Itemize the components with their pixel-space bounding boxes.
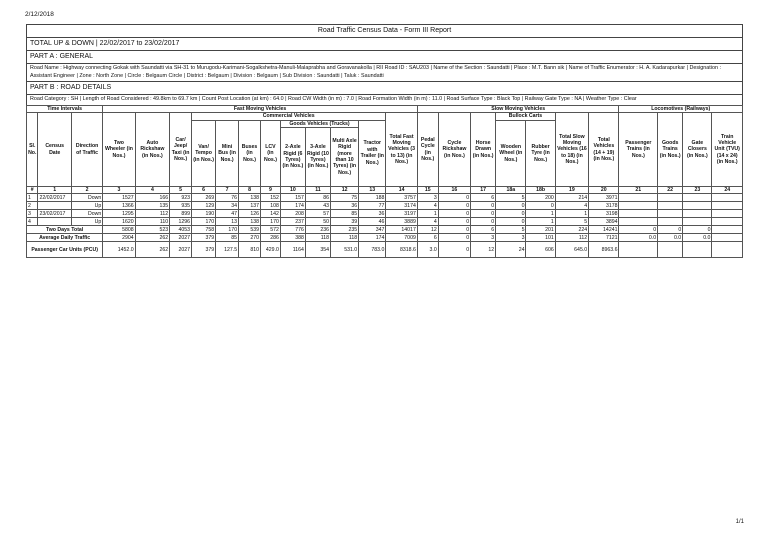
summary-cell — [658, 242, 683, 258]
summary-cell: 5 — [496, 226, 526, 234]
table-cell: Up — [71, 218, 102, 226]
table-cell: 269 — [192, 194, 216, 202]
column-number: 14 — [386, 187, 418, 194]
table-cell — [712, 202, 743, 210]
col-header-24: Gate Closers (in Nos.) — [683, 113, 712, 187]
column-number: 12 — [330, 187, 358, 194]
column-number: 18a — [496, 187, 526, 194]
table-cell — [658, 194, 683, 202]
table-cell: 923 — [170, 194, 192, 202]
summary-rows — [27, 226, 743, 258]
summary-cell: 645.0 — [555, 242, 588, 258]
summary-row-two-days-total — [27, 226, 743, 234]
col-header-12: Multi Axle Rigid (more than 10 Tyres) (in Nos.) — [330, 128, 358, 187]
col-header-8: Buses (in Nos.) — [239, 120, 261, 186]
table-cell: 0 — [438, 210, 470, 218]
fast-moving-header: Fast Moving Vehicles — [103, 105, 418, 112]
report-sheet — [26, 24, 743, 258]
table-cell: 3757 — [386, 194, 418, 202]
col-header-19: Rubber Tyre (in Nos.) — [526, 120, 555, 186]
column-number: 21 — [619, 187, 658, 194]
summary-cell: 262 — [135, 234, 169, 242]
table-cell — [619, 218, 658, 226]
table-cell: 75 — [330, 194, 358, 202]
print-date: 2/12/2018 — [25, 11, 54, 18]
summary-cell: 429.0 — [261, 242, 281, 258]
summary-cell: 235 — [330, 226, 358, 234]
summary-cell: 572 — [261, 226, 281, 234]
part-a-heading: PART A : GENERAL — [26, 50, 743, 63]
table-cell: 0 — [438, 194, 470, 202]
table-cell: 237 — [280, 218, 305, 226]
col-header-6: Van/ Tempo (in Nos.) — [192, 120, 216, 186]
col-header-4: Auto Rickshaw (in Nos.) — [135, 113, 169, 187]
group-header-row — [27, 105, 743, 112]
column-number: 8 — [239, 187, 261, 194]
table-cell: 0 — [496, 202, 526, 210]
col-header-17: Horse Drawn (in Nos.) — [471, 113, 496, 187]
table-cell: 166 — [135, 194, 169, 202]
summary-cell: 379 — [192, 242, 216, 258]
table-cell: Down — [71, 194, 102, 202]
summary-cell: 112 — [555, 234, 588, 242]
col-header-5: Car/ Jeep/ Taxi (in Nos.) — [170, 113, 192, 187]
col-header-11: 3-Axle Rigid (10 Tyres) (in Nos.) — [305, 128, 330, 187]
col-header-9: LCV (in Nos.) — [261, 120, 281, 186]
table-cell: 0 — [471, 218, 496, 226]
summary-cell: 12 — [471, 242, 496, 258]
table-cell: 5 — [555, 218, 588, 226]
summary-cell: 224 — [555, 226, 588, 234]
col-header-21: Total Vehicles (14 + 19) (in Nos.) — [589, 113, 619, 187]
summary-cell: 14017 — [386, 226, 418, 234]
summary-cell: 0.0 — [619, 234, 658, 242]
summary-cell: 127.5 — [216, 242, 239, 258]
table-cell: 3197 — [386, 210, 418, 218]
summary-cell: 262 — [135, 242, 169, 258]
summary-cell: 523 — [135, 226, 169, 234]
table-cell: 0 — [471, 202, 496, 210]
general-info: Road Name : Highway connecting Gokak with Saundatti via SH-31 to Murugodu-Karimani-Sogalkshetra-Manuli-Malaprabha and Goravanakolla | RII Road ID : SAU203 | Name of the Section : Saundatti | Place : M.T. Bann sik | Name of Traffic Enumerator : H. A. Kadarapurkar | Designation : Assistant Engineer | Zone : North Zone | Circle : Belgaum Circle | District : Belgaum | Division : Belgaum | Sub Division : Saundatti | Taluk : Saundatti — [26, 63, 743, 81]
census-table — [26, 105, 743, 259]
summary-label: Passenger Car Units (PCU) — [27, 242, 103, 258]
data-rows — [27, 194, 743, 226]
report-title: Road Traffic Census Data - Form III Report — [26, 24, 743, 37]
col-header-18: Wooden Wheel (in Nos.) — [496, 120, 526, 186]
summary-cell: 2027 — [170, 242, 192, 258]
summary-cell: 4053 — [170, 226, 192, 234]
table-cell: 208 — [280, 210, 305, 218]
table-row — [27, 218, 743, 226]
table-cell: 36 — [359, 210, 386, 218]
table-cell: 170 — [261, 218, 281, 226]
table-cell — [712, 218, 743, 226]
summary-cell: 118 — [330, 234, 358, 242]
col-header-13: Tractor with Trailer (in Nos.) — [359, 120, 386, 186]
summary-cell: 8318.6 — [386, 242, 418, 258]
table-cell: 138 — [239, 194, 261, 202]
table-cell: 47 — [216, 210, 239, 218]
goods-header: Goods Vehicles (Trucks) — [280, 120, 358, 127]
summary-cell: 5808 — [103, 226, 135, 234]
summary-cell: 6 — [417, 234, 438, 242]
summary-cell: 85 — [216, 234, 239, 242]
table-cell: 142 — [261, 210, 281, 218]
table-cell: 0 — [526, 202, 555, 210]
column-number: 17 — [471, 187, 496, 194]
column-number: 1 — [38, 187, 71, 194]
column-number: 15 — [417, 187, 438, 194]
col-header-1: Census Date — [38, 113, 71, 187]
table-cell: 4 — [555, 202, 588, 210]
summary-cell: 0 — [438, 242, 470, 258]
summary-cell: 1164 — [280, 242, 305, 258]
table-cell: 137 — [239, 202, 261, 210]
table-cell: 50 — [305, 218, 330, 226]
table-cell: 4 — [417, 202, 438, 210]
column-number: 3 — [103, 187, 135, 194]
summary-cell: 14241 — [589, 226, 619, 234]
col-header-20: Total Slow Moving Vehicles (16 to 18) (in Nos.) — [555, 113, 588, 187]
table-cell — [619, 194, 658, 202]
table-cell — [712, 210, 743, 218]
summary-cell: 1452.0 — [103, 242, 135, 258]
summary-cell: 0 — [683, 226, 712, 234]
slow-moving-header: Slow Moving Vehicles — [417, 105, 619, 112]
summary-cell — [683, 242, 712, 258]
table-cell: 3971 — [589, 194, 619, 202]
column-number: 13 — [359, 187, 386, 194]
table-cell — [683, 202, 712, 210]
summary-cell: 286 — [261, 234, 281, 242]
summary-cell: 0 — [438, 226, 470, 234]
table-cell: 3 — [417, 194, 438, 202]
column-number: 23 — [683, 187, 712, 194]
summary-cell: 12 — [417, 226, 438, 234]
summary-cell: 8963.6 — [589, 242, 619, 258]
sub-header-row — [27, 113, 743, 120]
column-number: # — [27, 187, 38, 194]
summary-cell: 0 — [438, 234, 470, 242]
table-cell — [658, 202, 683, 210]
table-cell: 3178 — [589, 202, 619, 210]
table-cell: 5 — [496, 194, 526, 202]
part-b-heading: PART B : ROAD DETAILS — [26, 81, 743, 94]
summary-cell: 0.0 — [658, 234, 683, 242]
table-cell: 1 — [555, 210, 588, 218]
table-row — [27, 194, 743, 202]
summary-label: Two Days Total — [27, 226, 103, 234]
table-cell: 34 — [216, 202, 239, 210]
table-cell: 46 — [359, 218, 386, 226]
summary-cell: 6 — [471, 226, 496, 234]
table-cell: 3174 — [386, 202, 418, 210]
table-cell — [38, 202, 71, 210]
col-header-25: Train Vehicle Unit (TVU) (14 x 24) (in Nos.) — [712, 113, 743, 187]
table-cell: 36 — [330, 202, 358, 210]
table-cell: 129 — [192, 202, 216, 210]
table-cell: 112 — [135, 210, 169, 218]
col-header-0: Sl. No. — [27, 113, 38, 187]
summary-cell: 0.0 — [683, 234, 712, 242]
table-cell: 13 — [216, 218, 239, 226]
table-cell: 0 — [438, 202, 470, 210]
total-line: TOTAL UP & DOWN | 22/02/2017 to 23/02/2017 — [26, 37, 743, 50]
table-cell: 190 — [192, 210, 216, 218]
summary-cell: 118 — [305, 234, 330, 242]
table-cell: 138 — [239, 218, 261, 226]
table-cell: Down — [71, 210, 102, 218]
table-cell: 86 — [305, 194, 330, 202]
summary-row-pcu — [27, 242, 743, 258]
column-number: 22 — [658, 187, 683, 194]
column-number: 18b — [526, 187, 555, 194]
summary-cell: 388 — [280, 234, 305, 242]
summary-cell — [712, 234, 743, 242]
table-cell: 85 — [330, 210, 358, 218]
summary-cell: 2904 — [103, 234, 135, 242]
summary-cell: 531.0 — [330, 242, 358, 258]
table-cell: 4 — [417, 218, 438, 226]
summary-cell: 174 — [359, 234, 386, 242]
table-cell: 126 — [239, 210, 261, 218]
table-row — [27, 210, 743, 218]
table-cell: 3 — [27, 210, 38, 218]
col-header-15: Pedal Cycle (in Nos.) — [417, 113, 438, 187]
table-cell — [683, 194, 712, 202]
table-cell: 3198 — [589, 210, 619, 218]
col-header-16: Cycle Rickshaw (in Nos.) — [438, 113, 470, 187]
table-cell: 22/02/2017 — [38, 194, 71, 202]
summary-cell: 379 — [192, 234, 216, 242]
summary-cell: 3 — [471, 234, 496, 242]
summary-cell: 236 — [305, 226, 330, 234]
table-cell: 170 — [192, 218, 216, 226]
table-cell: 23/02/2017 — [38, 210, 71, 218]
summary-cell: 783.0 — [359, 242, 386, 258]
table-cell: 43 — [305, 202, 330, 210]
column-number: 11 — [305, 187, 330, 194]
table-cell: 1620 — [103, 218, 135, 226]
table-cell: 1527 — [103, 194, 135, 202]
summary-cell: 3.0 — [417, 242, 438, 258]
table-cell: 1 — [526, 218, 555, 226]
column-number: 24 — [712, 187, 743, 194]
summary-label: Average Daily Traffic — [27, 234, 103, 242]
col-header-2: Direction of Traffic — [71, 113, 102, 187]
table-cell: 1 — [27, 194, 38, 202]
table-cell: 0 — [496, 218, 526, 226]
locomotives-header: Locomotives (Railways) — [619, 105, 743, 112]
table-cell: 1366 — [103, 202, 135, 210]
commercial-header: Commercial Vehicles — [192, 113, 386, 120]
summary-cell: 7009 — [386, 234, 418, 242]
summary-cell: 776 — [280, 226, 305, 234]
table-cell: 1 — [417, 210, 438, 218]
summary-cell: 3 — [496, 234, 526, 242]
summary-cell: 24 — [496, 242, 526, 258]
summary-cell: 201 — [526, 226, 555, 234]
column-number: 4 — [135, 187, 169, 194]
table-cell: 76 — [216, 194, 239, 202]
summary-cell: 7121 — [589, 234, 619, 242]
table-cell — [619, 210, 658, 218]
table-cell: 135 — [135, 202, 169, 210]
table-cell: 108 — [261, 202, 281, 210]
table-cell: 214 — [555, 194, 588, 202]
summary-cell: 170 — [216, 226, 239, 234]
table-cell — [658, 210, 683, 218]
road-details: Road Category : SH | Length of Road Considered : 49.8km to 69.7 km | Count Post Location (at km) : 64.0 | Road CW Width (in m) : 7.0 | Road Formation Width (in m) : 11.0 | Road Surface Type : Black Top | Railway Gate Type : NA | Weather Type : Clear — [26, 94, 743, 105]
table-cell: 1295 — [103, 210, 135, 218]
column-number: 7 — [216, 187, 239, 194]
table-cell — [658, 218, 683, 226]
table-cell: 110 — [135, 218, 169, 226]
summary-cell: 0 — [619, 226, 658, 234]
col-header-14: Total Fast Moving Vehicles (3 to 13) (in Nos.) — [386, 113, 418, 187]
table-cell: 6 — [471, 194, 496, 202]
table-cell: 1296 — [170, 218, 192, 226]
table-cell — [683, 218, 712, 226]
table-cell — [683, 210, 712, 218]
summary-cell: 758 — [192, 226, 216, 234]
summary-cell: 354 — [305, 242, 330, 258]
summary-cell — [712, 226, 743, 234]
summary-row-avg-daily — [27, 234, 743, 242]
table-cell: 57 — [305, 210, 330, 218]
col-header-7: Mini Bus (in Nos.) — [216, 120, 239, 186]
col-header-10: 2-Axle Rigid (6 Tyres) (in Nos.) — [280, 128, 305, 187]
summary-cell: 101 — [526, 234, 555, 242]
table-cell: 899 — [170, 210, 192, 218]
column-number: 6 — [192, 187, 216, 194]
table-cell — [712, 194, 743, 202]
table-cell: 39 — [330, 218, 358, 226]
table-cell: 200 — [526, 194, 555, 202]
table-cell: 1 — [526, 210, 555, 218]
col-header-23: Goods Trains (in Nos.) — [658, 113, 683, 187]
summary-cell: 539 — [239, 226, 261, 234]
column-number: 10 — [280, 187, 305, 194]
table-cell: 77 — [359, 202, 386, 210]
column-number-row — [27, 187, 743, 194]
col-header-3: Two Wheeler (in Nos.) — [103, 113, 135, 187]
table-cell: 157 — [280, 194, 305, 202]
table-cell — [38, 218, 71, 226]
table-cell: 4 — [27, 218, 38, 226]
column-number: 16 — [438, 187, 470, 194]
summary-cell: 347 — [359, 226, 386, 234]
summary-cell: 0 — [658, 226, 683, 234]
summary-cell — [712, 242, 743, 258]
table-cell: 0 — [438, 218, 470, 226]
time-intervals-header: Time Intervals — [27, 105, 103, 112]
column-number: 9 — [261, 187, 281, 194]
table-row — [27, 202, 743, 210]
bullock-header: Bullock Carts — [496, 113, 556, 120]
column-number: 2 — [71, 187, 102, 194]
table-cell — [619, 202, 658, 210]
summary-cell: 270 — [239, 234, 261, 242]
summary-cell: 606 — [526, 242, 555, 258]
table-cell: 152 — [261, 194, 281, 202]
col-header-22: Passenger Trains (in Nos.) — [619, 113, 658, 187]
table-cell: 188 — [359, 194, 386, 202]
page-number: 1/1 — [735, 519, 744, 525]
table-cell: 935 — [170, 202, 192, 210]
table-cell: 0 — [471, 210, 496, 218]
column-number: 5 — [170, 187, 192, 194]
table-cell: Up — [71, 202, 102, 210]
summary-cell — [619, 242, 658, 258]
column-number: 20 — [589, 187, 619, 194]
table-cell: 0 — [496, 210, 526, 218]
table-cell: 174 — [280, 202, 305, 210]
summary-cell: 2027 — [170, 234, 192, 242]
table-cell: 2 — [27, 202, 38, 210]
column-number: 19 — [555, 187, 588, 194]
table-cell: 3894 — [589, 218, 619, 226]
table-cell: 3889 — [386, 218, 418, 226]
summary-cell: 810 — [239, 242, 261, 258]
